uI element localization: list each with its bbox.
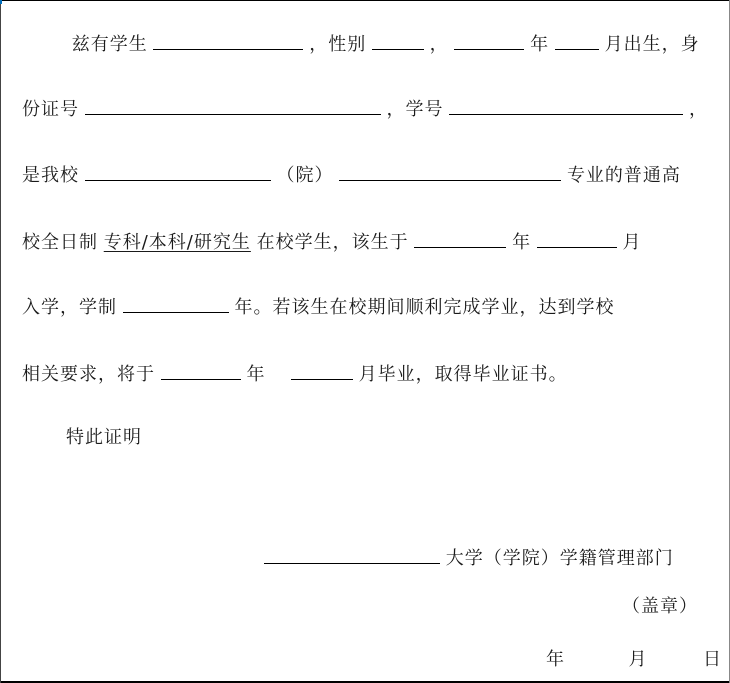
gender-blank[interactable] — [372, 27, 424, 50]
certificate-line-3 — [22, 158, 712, 188]
text-our-school: 是我校 — [22, 165, 79, 186]
text-enrolled: 在校学生，该生于 — [256, 232, 409, 253]
major-blank[interactable] — [339, 158, 561, 181]
id-number-blank[interactable] — [85, 92, 381, 115]
text-will-graduate: 相关要求，将于 — [22, 364, 155, 385]
birth-year-blank[interactable] — [454, 27, 524, 50]
seal-line — [622, 592, 722, 622]
top-border — [0, 0, 730, 1]
text-year: 年 — [530, 34, 550, 55]
text-month: 月 — [622, 232, 642, 253]
text-major-suffix: 专业的普通高 — [566, 165, 681, 186]
text-completion: 年。若该生在校期间顺利完成学业，达到学校 — [234, 297, 615, 318]
duration-blank[interactable] — [123, 290, 229, 313]
text-id-label: 份证号 — [22, 99, 79, 120]
corner-marker — [0, 0, 2, 4]
text-graduation: 月毕业，取得毕业证书。 — [358, 364, 568, 385]
college-blank[interactable] — [85, 158, 271, 181]
date-month-label: 月 — [628, 649, 648, 670]
enroll-month-blank[interactable] — [537, 225, 617, 248]
text-year-2: 年 — [512, 232, 532, 253]
closing-line — [66, 423, 266, 453]
text-comma-2: ， — [688, 99, 708, 120]
enroll-year-blank[interactable] — [414, 225, 506, 248]
text-seal: （盖章） — [622, 596, 698, 617]
text-student-no-label: ，学号 — [386, 99, 444, 120]
text-gender-label: ，性别 — [309, 34, 367, 55]
text-fulltime: 校全日制 — [22, 232, 98, 253]
text-admission: 入学，学制 — [22, 297, 117, 318]
certificate-line-6 — [22, 357, 712, 387]
certificate-line-5 — [22, 290, 712, 320]
date-line — [546, 645, 722, 675]
certificate-line-1 — [22, 27, 712, 57]
university-name-blank[interactable] — [264, 541, 440, 564]
text-college-label: （院） — [276, 165, 334, 186]
certificate-line-2 — [22, 92, 712, 122]
issuer-line — [264, 541, 712, 571]
text-student-intro: 兹有学生 — [71, 34, 148, 55]
text-birth-suffix: 月出生，身 — [604, 34, 700, 55]
text-issuer: 大学（学院）学籍管理部门 — [445, 548, 674, 569]
left-border — [0, 0, 1, 683]
grad-year-blank[interactable] — [161, 357, 241, 380]
student-name-blank[interactable] — [153, 27, 303, 50]
grad-month-blank[interactable] — [291, 357, 353, 380]
date-day-label: 日 — [702, 649, 722, 670]
certificate-line-4 — [22, 225, 712, 255]
text-comma: ， — [429, 34, 449, 55]
date-year-label: 年 — [546, 649, 565, 670]
text-closing: 特此证明 — [66, 427, 142, 448]
degree-level-options[interactable]: 专科/本科/研究生 — [103, 232, 251, 253]
text-year-3: 年 — [246, 364, 266, 385]
birth-month-blank[interactable] — [555, 27, 599, 50]
student-number-blank[interactable] — [449, 92, 683, 115]
